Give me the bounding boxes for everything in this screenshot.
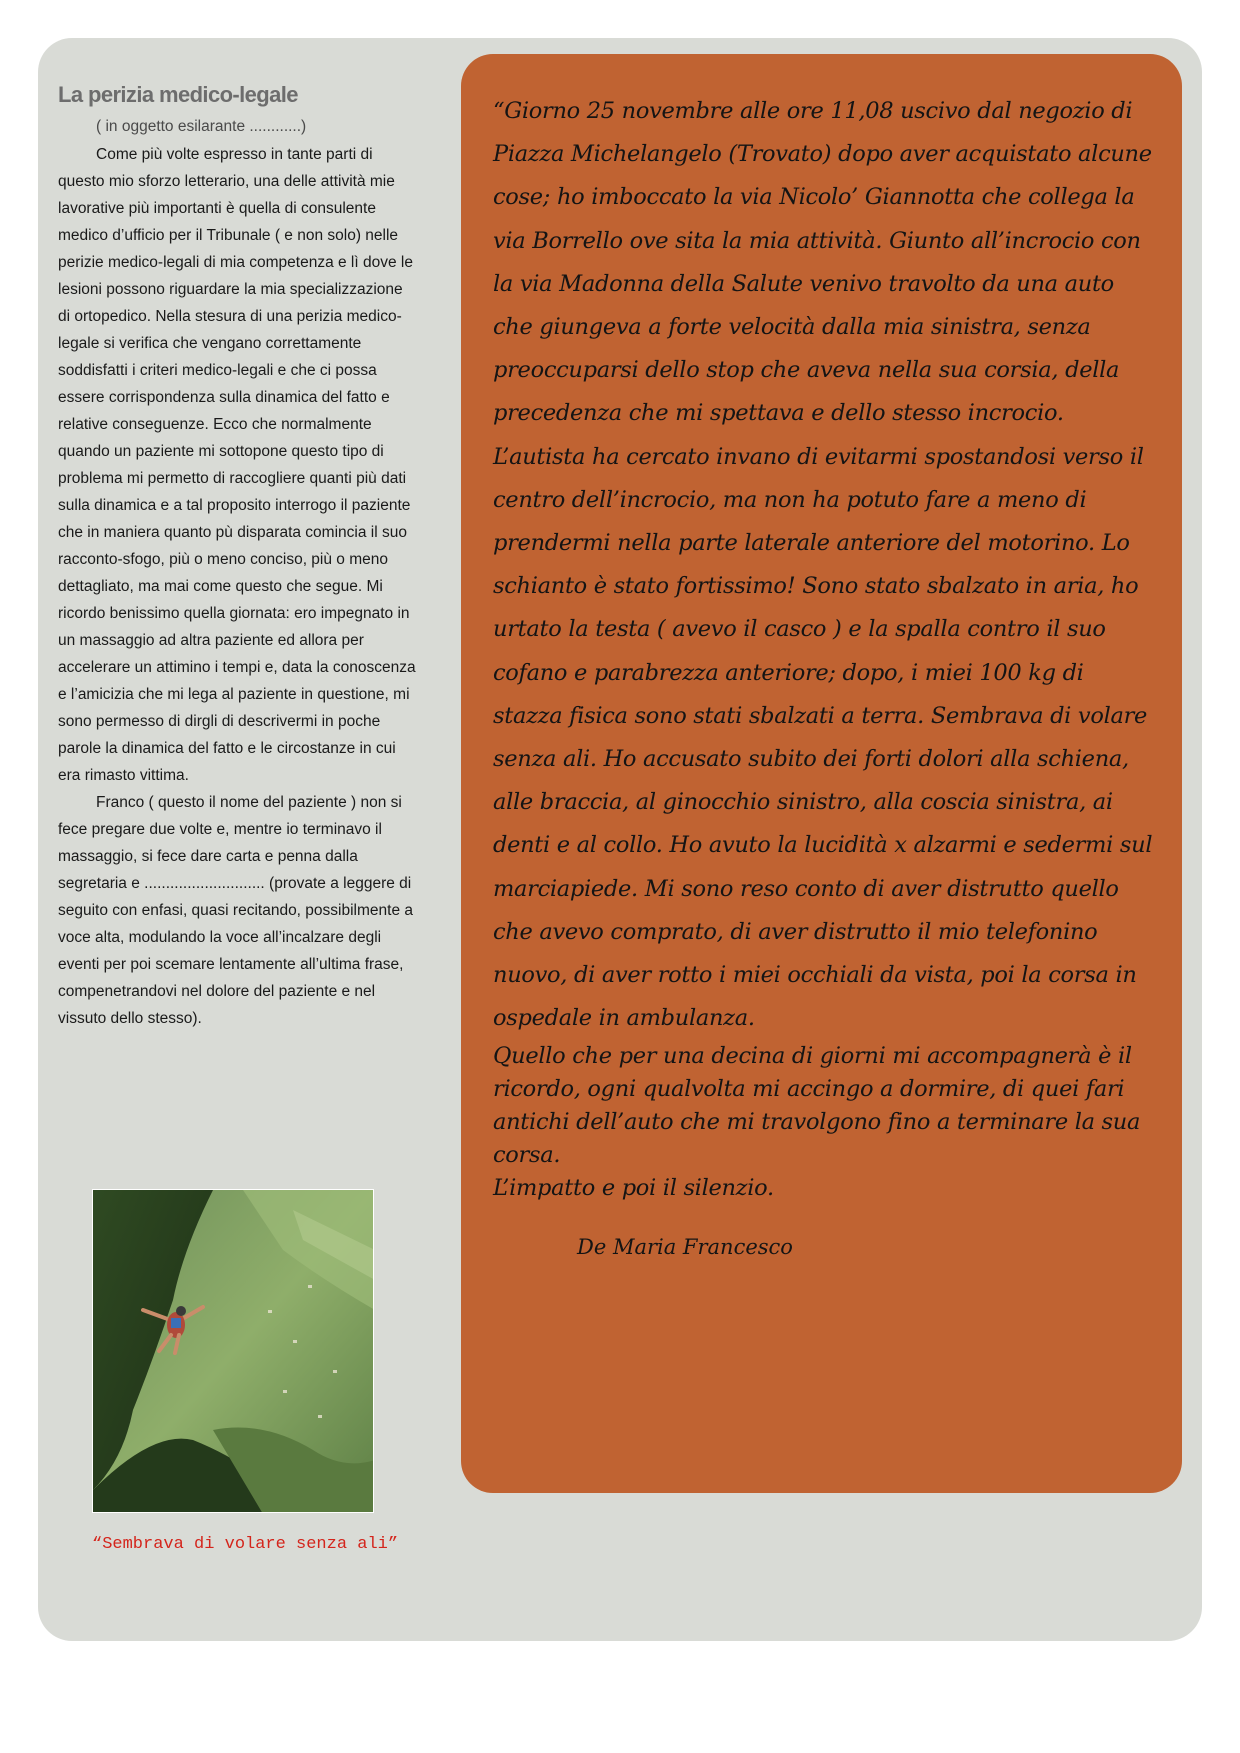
- skydiver-photo: [92, 1189, 374, 1513]
- skydiver-illustration: [93, 1190, 374, 1513]
- story-box: [461, 54, 1182, 1493]
- story-main-text: “Giorno 25 novembre alle ore 11,08 uscivo dal negozio di Piazza Michelangelo (Trovato) dopo aver acquistato alcune cose; ho imboccato la via Nicolo’ Giannotta che collega la via Borrello ove sita la mia attività. Giunto all’incrocio con la via Madonna della Salute venivo travolto da una auto che giungeva a forte velocità dalla mia sinistra, senza preoccuparsi dello stop che aveva nella sua corsia, della precedenza che mi spettava e dello stesso incrocio. L’autista ha cercato invano di evitarmi spostandosi verso il centro dell’incrocio, ma non ha potuto fare a meno di prendermi nella parte laterale anteriore del motorino. Lo schianto è stato fortissimo! Sono stato sbalzato in aria, ho urtato la testa ( avevo il casco ) e la spalla contro il suo cofano e parabrezza anteriore; dopo, i miei 100 kg di stazza fisica sono stati sbalzati a terra. Sembrava di volare senza ali. Ho accusato subito dei forti dolori alla schiena, alle braccia, al ginocchio sinistro, alla coscia sinistra, ai denti e al collo. Ho avuto la lucidità x alzarmi e sedermi sul marciapiede. Mi sono reso conto di aver distrutto quello che avevo comprato, di aver distrutto il mio telefonino nuovo, di aver rotto i miei occhiali da vista, poi la corsa in ospedale in ambulanza.: [493, 98, 1153, 1032]
- left-column: [58, 82, 418, 1032]
- photo-caption: “Sembrava di volare senza ali”: [92, 1535, 399, 1554]
- story-ending-text: Quello che per una decina di giorni mi accompagnerà è il ricordo, ogni qualvolta mi accingo a dormire, di quei fari antichi dell’auto che mi travolgono fino a terminare la sua corsa.: [493, 1043, 1141, 1169]
- article-subtitle: ( in oggetto esilarante ............): [96, 118, 307, 135]
- paragraph-intro: Come più volte espresso in tante parti di questo mio sforzo letterario, una delle attività mie lavorative più importanti è quella di consulente medico d’ufficio per il Tribunale ( e non solo) nelle perizie medico-legali di mia competenza e lì dove le lesioni possono riguardare la mia specializzazione di ortopedico. Nella stesura di una perizia medico-legale si verifica che vengano correttamente soddisfatti i criteri medico-legali e che ci possa essere corrispondenza sulla dinamica del fatto e relative conseguenze. Ecco che normalmente quando un paziente mi sottopone questo tipo di problema mi permetto di raccogliere quanti più dati sulla dinamica e a tal proposito interrogo il paziente che in maniera quanto pù disparata comincia il suo racconto-sfogo, più o meno conciso, più o meno dettagliato, ma mai come questo che segue. Mi ricordo benissimo quella giornata: ero impegnato in un massaggio ad altra paziente ed allora per accelerare un attimino i tempi e, data la conoscenza e l’amicizia che mi lega al paziente in questione, mi sono permesso di dirgli di descrivermi in poche parole la dinamica del fatto e le circostanze in cui era rimasto vittima.: [58, 146, 416, 784]
- paragraph-franco: Franco ( questo il nome del paziente ) non si fece pregare due volte e, mentre io terminavo il massaggio, si fece dare carta e penna dalla segretaria e ............................ (provate a leggere di seguito con enfasi, quasi recitando, possibilmente a voce alta, modulando la voce all’incalzare degli eventi per poi scemare lentamente all’ultima frase, compenetrandovi nel dolore del paziente e nel vissuto dello stesso).: [58, 794, 413, 1027]
- story-signature: De Maria Francesco: [577, 1235, 793, 1260]
- article-title: La perizia medico-legale: [58, 82, 298, 107]
- story-final-line: L’impatto e poi il silenzio.: [493, 1175, 774, 1202]
